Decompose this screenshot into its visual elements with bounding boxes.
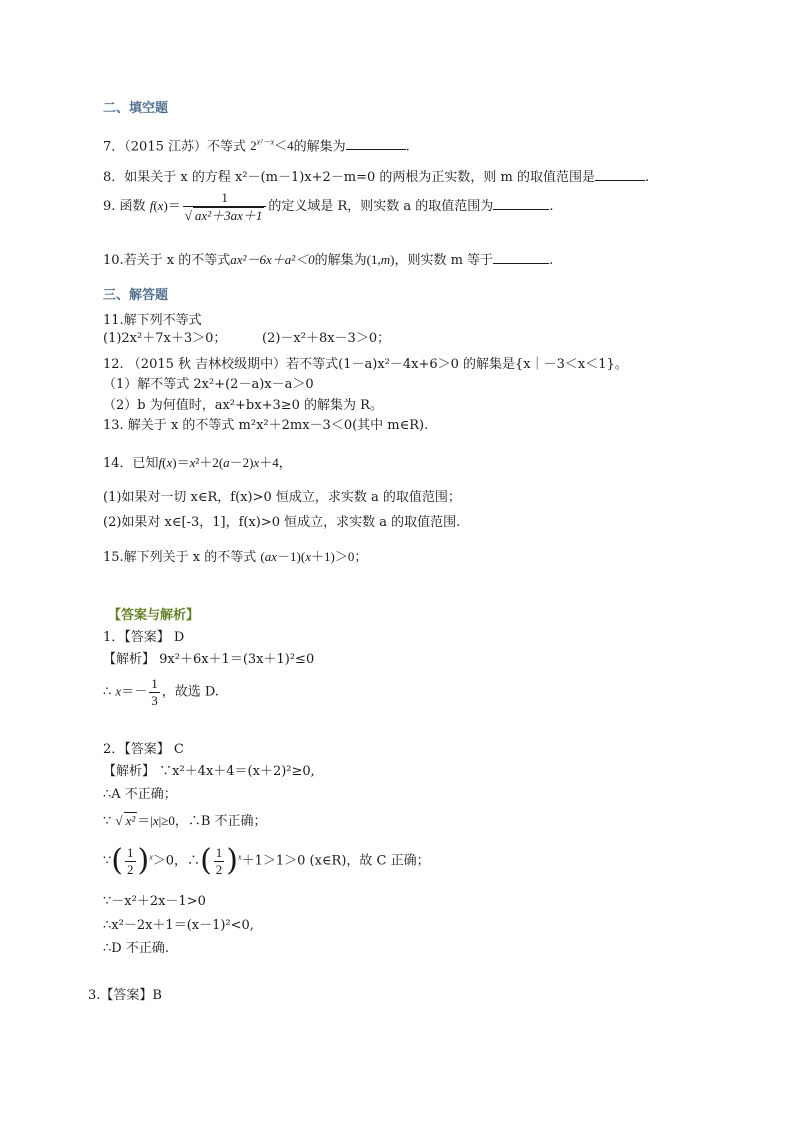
answer-2-line-5: ∵－x²＋2x－1>0: [103, 894, 206, 909]
question-12-part-1: （1）解不等式 2x²+(2－a)x－a＞0: [103, 377, 314, 392]
answer-2-line-4: ∵( $\frac{1}{2}$ )$^x$＞0，∴( $\frac{1}{2}$ )$^x$＋1＞1＞0 (x∈R)，故 C 正确；: [103, 843, 430, 879]
q7-answer-blank[interactable]: [346, 149, 406, 150]
question-8: 8．如果关于 x 的方程 x²－(m－1)x+2－m=0 的两根为正实数，则 m 的取值范围是 .: [103, 170, 650, 185]
question-11-title: 11.解下列不等式: [103, 313, 202, 328]
answer-1-label: 1．【答案】 D: [103, 630, 185, 645]
answer-2-line-2: ∴A 不正确；: [103, 787, 177, 802]
q7-formula: $2^{x^2-x}<4$: [250, 138, 294, 154]
question-12: 12. （2015 秋 吉林校级期中）若不等式(1－a)x²－4x+6＞0 的解集是{x｜－3＜x＜1}。: [103, 357, 628, 372]
q7-text: 7．（2015 江苏）不等式: [103, 139, 246, 155]
answer-2-label: 2．【答案】 C: [103, 742, 184, 757]
q9-fraction: $\frac{1}{\text{√ ax²＋3ax＋1}}$: [183, 190, 267, 223]
q9-text: 9. 函数: [103, 199, 146, 215]
section-heading-solve: 三、解答题: [103, 288, 169, 303]
answer-1-analysis: 【解析】 9x²＋6x＋1＝(3x＋1)²≤0: [103, 652, 315, 667]
question-14-part-1: (1)如果对一切 x∈R，f(x)>0 恒成立，求实数 a 的取值范围；: [103, 490, 461, 505]
question-15: 15.解下列关于 x 的不等式 (ax－1)(x＋1)＞0；: [103, 549, 368, 565]
question-14: 14．已知f(x)＝x²＋2(a－2)x＋4，: [103, 455, 292, 471]
q10-answer-blank[interactable]: [493, 263, 549, 264]
question-7: 7．（2015 江苏）不等式 $2^{x^2-x}<4$的解集为 .: [103, 138, 410, 155]
q8-text: 8．如果关于 x 的方程 x²－(m－1)x+2－m=0 的两根为正实数，则 m 的取值范围是: [103, 170, 595, 185]
q9-answer-blank[interactable]: [493, 209, 549, 210]
question-11-part-1: (1)2x²＋7x＋3＞0；: [103, 331, 227, 346]
section-heading-fill-in: 二、填空题: [103, 101, 169, 116]
answer-2-analysis: 【解析】 ∵x²＋4x＋4＝(x＋2)²≥0,: [103, 764, 315, 779]
answer-2-line-3: ∵ √ x² ＝|x|≥0，∴B 不正确；: [103, 813, 267, 829]
question-10: 10.若关于 x 的不等式ax²－6x＋a²＜0的解集为(1,m)，则实数 m 等于 .: [103, 252, 554, 268]
question-9: 9. 函数 f(x)＝ $\frac{1}{\text{√ ax²＋3ax＋1}}$ 的定义域是 R，则实数 a 的取值范围为 .: [103, 190, 554, 223]
q8-answer-blank[interactable]: [595, 180, 645, 181]
question-14-part-2: (2)如果对 x∈[-3，1]，f(x)>0 恒成立，求实数 a 的取值范围.: [103, 515, 461, 530]
answer-2-line-7: ∴D 不正确.: [103, 941, 169, 956]
question-12-part-2: （2）b 为何值时，ax²+bx+3≥0 的解集为 R。: [103, 398, 383, 413]
answer-1-fraction: $\frac{1}{3}$: [151, 676, 158, 708]
q10-text: 10.若关于 x 的不等式: [103, 253, 231, 268]
q7-tail: 的解集为: [293, 139, 346, 155]
question-11-part-2: (2)－x²＋8x－3＞0；: [262, 331, 391, 346]
answers-heading: 【答案与解析】: [108, 608, 200, 623]
answer-1-conclusion: ∴ x＝－ $\frac{1}{3}$ ，故选 D.: [103, 676, 219, 708]
answer-2-line-6: ∴x²－2x＋1＝(x－1)²<0,: [103, 918, 254, 933]
question-13: 13. 解关于 x 的不等式 m²x²＋2mx－3＜0(其中 m∈R).: [103, 418, 429, 433]
answer-3-label: 3.【答案】B: [88, 988, 162, 1003]
q9-tail: 的定义域是 R，则实数 a 的取值范围为: [268, 199, 494, 215]
